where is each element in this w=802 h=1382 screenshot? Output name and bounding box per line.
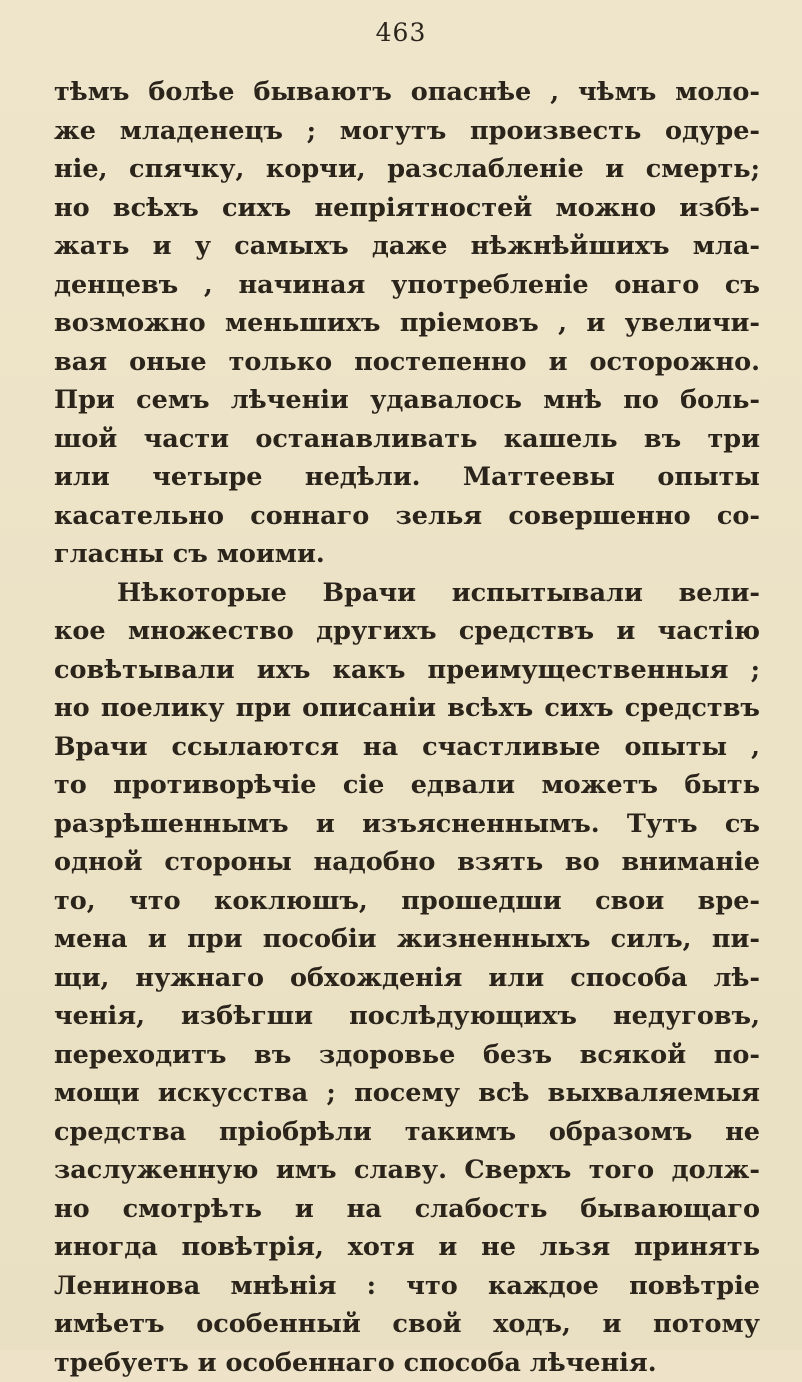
text-line: то противорѣчіе сіе едвали можетъ быть (54, 766, 760, 805)
page-number: 463 (0, 18, 802, 47)
text-line: разрѣшеннымъ и изъясненнымъ. Тутъ съ (54, 805, 760, 844)
text-line: касательно соннаго зелья совершенно со- (54, 497, 760, 536)
text-block (54, 73, 760, 1382)
text-line: гласны съ моими. (54, 535, 760, 574)
text-line: но смотрѣть и на слабость бывающаго (54, 1190, 760, 1229)
text-line: тѣмъ болѣе бываютъ опаснѣе , чѣмъ моло- (54, 73, 760, 112)
text-line: одной стороны надобно взять во вниманіе (54, 843, 760, 882)
text-line: ніе, спячку, корчи, разслабленіе и смерть; (54, 150, 760, 189)
text-line: шой части останавливать кашель въ три (54, 420, 760, 459)
text-line: заслуженную имъ славу. Сверхъ того долж- (54, 1151, 760, 1190)
text-line: или четыре недѣли. Маттеевы опыты (54, 458, 760, 497)
text-line: требуетъ и особеннаго способа лѣченія. (54, 1344, 760, 1382)
text-line: кое множество другихъ средствъ и частію (54, 612, 760, 651)
text-line: ченія, избѣгши послѣдующихъ недуговъ, (54, 997, 760, 1036)
text-line: то, что коклюшъ, прошедши свои вре- (54, 882, 760, 921)
text-line: мощи искусства ; посему всѣ выхваляемыя (54, 1074, 760, 1113)
text-line: иногда повѣтрія, хотя и не льзя принять (54, 1228, 760, 1267)
text-line: вая оные только постепенно и осторожно. (54, 343, 760, 382)
text-line: жать и у самыхъ даже нѣжнѣйшихъ мла- (54, 227, 760, 266)
text-line: Ленинова мнѣнія : что каждое повѣтріе (54, 1267, 760, 1306)
text-line: совѣтывали ихъ какъ преимущественныя ; (54, 651, 760, 690)
text-line: Нѣкоторые Врачи испытывали вели- (54, 574, 760, 613)
text-line: но поелику при описаніи всѣхъ сихъ средствъ (54, 689, 760, 728)
text-line: Врачи ссылаются на счастливые опыты , (54, 728, 760, 767)
text-line: переходитъ въ здоровье безъ всякой по- (54, 1036, 760, 1075)
paragraph-2 (54, 574, 760, 1382)
text-line: денцевъ , начиная употребленіе онаго съ (54, 266, 760, 305)
text-line: При семъ лѣченіи удавалось мнѣ по боль- (54, 381, 760, 420)
text-line: мена и при пособіи жизненныхъ силъ, пи- (54, 920, 760, 959)
text-line: имѣетъ особенный свой ходъ, и потому (54, 1305, 760, 1344)
text-line: же младенецъ ; могутъ произвесть одуре- (54, 112, 760, 151)
text-line: щи, нужнаго обхожденія или способа лѣ- (54, 959, 760, 998)
text-line: средства пріобрѣли такимъ образомъ не (54, 1113, 760, 1152)
text-line: но всѣхъ сихъ непріятностей можно избѣ- (54, 189, 760, 228)
paragraph-1 (54, 73, 760, 574)
text-line: возможно меньшихъ пріемовъ , и увеличи- (54, 304, 760, 343)
